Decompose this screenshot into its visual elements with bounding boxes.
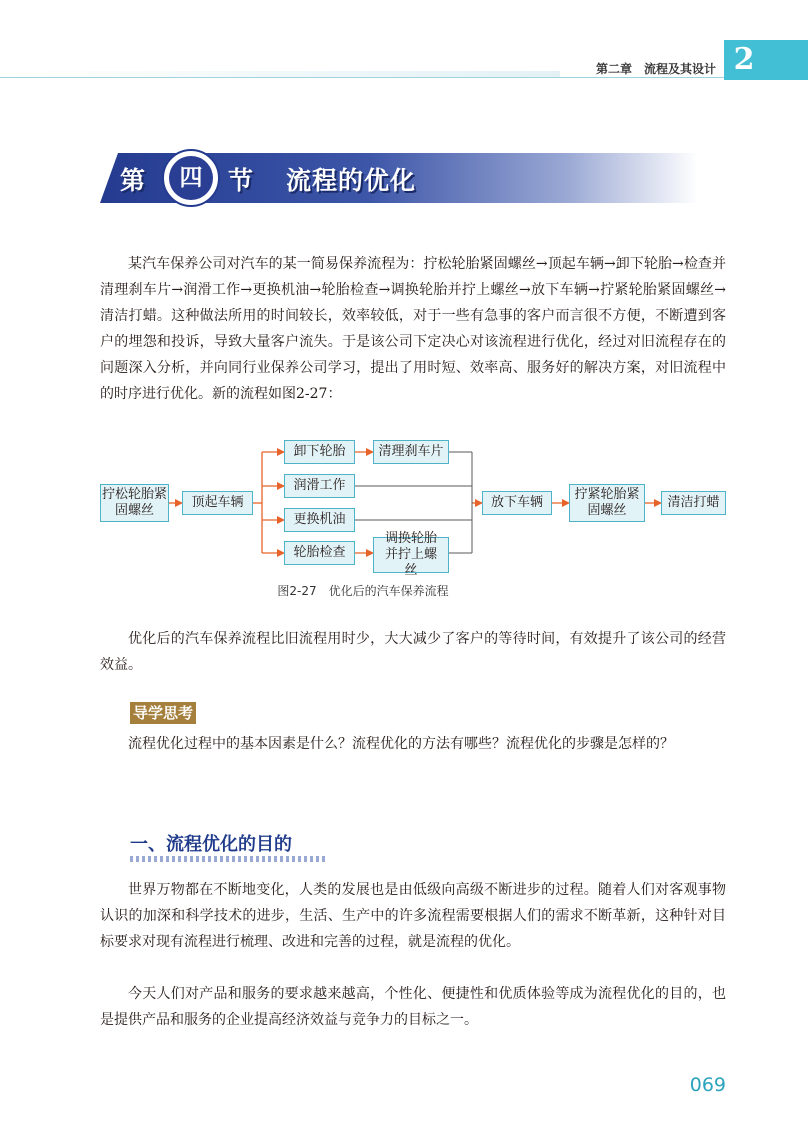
step-clean-brake: 清理刹车片	[373, 440, 449, 464]
intro-paragraph: 某汽车保养公司对汽车的某一简易保养流程为：拧松轮胎紧固螺丝→顶起车辆→卸下轮胎→检查并清理刹车片→润滑工作→更换机油→轮胎检查→调换轮胎并拧上螺丝→放下车辆→拧紧轮胎紧固螺丝→清洁打蜡。这种做法所用的时间较长，效率较低，对于一些有急事的客户而言很不方便，不断遭到客户的埋怨和投诉，导致大量客户流失。于是该公司下定决心对该流程进行优化，经过对旧流程存在的问题深入分析，并向同行业保养公司学习，提出了用时短、效率高、服务好的解决方案，对旧流程中的时序进行优化。新的流程如图2-27：	[100, 256, 726, 402]
step-remove-tire: 卸下轮胎	[284, 440, 355, 464]
guide-text: 流程优化过程中的基本因素是什么？流程优化的方法有哪些？流程优化的步骤是怎样的？	[128, 736, 674, 752]
step-swap-tire: 调换轮胎并拧上螺丝	[373, 537, 449, 573]
body-paragraph: 今天人们对产品和服务的要求越来越高，个性化、便捷性和优质体验等成为流程优化的目的，也是提供产品和服务的企业提高经济效益与竞争力的目标之一。	[100, 986, 726, 1028]
step-jack-up: 顶起车辆	[182, 491, 253, 515]
section-banner	[100, 153, 698, 203]
section-heading: 一、流程优化的目的	[130, 834, 292, 855]
section-suffix: 节	[228, 166, 255, 195]
step-change-oil: 更换机油	[284, 508, 355, 532]
section-number: 四	[169, 156, 213, 200]
step-tire-check: 轮胎检查	[284, 541, 355, 565]
step-loosen-bolts: 拧松轮胎紧固螺丝	[100, 484, 169, 522]
section-number-circle	[162, 149, 220, 207]
figure-caption: 图2-27 优化后的汽车保养流程	[277, 584, 449, 598]
chapter-badge	[724, 40, 808, 80]
after-paragraph: 优化后的汽车保养流程比旧流程用时少，大大减少了客户的等待时间，有效提升了该公司的经营效益。	[100, 631, 726, 673]
chapter-number: 2	[733, 42, 755, 77]
step-tighten-bolts: 拧紧轮胎紧固螺丝	[569, 484, 645, 522]
section-prefix: 第	[120, 166, 147, 195]
guide-label: 导学思考	[130, 702, 196, 724]
step-lower-car: 放下车辆	[482, 491, 552, 515]
section-title: 流程的优化	[286, 166, 417, 195]
header-rule	[0, 77, 724, 78]
chapter-title: 第二章 流程及其设计	[595, 62, 716, 76]
step-clean-wax: 清洁打蜡	[661, 491, 726, 515]
body-paragraph: 世界万物都在不断地变化，人类的发展也是由低级向高级不断进步的过程。随着人们对客观事物认识的加深和科学技术的进步，生活、生产中的许多流程需要根据人们的需求不断革新，这种针对目标要求对现有流程进行梳理、改进和完善的过程，就是流程的优化。	[100, 882, 726, 950]
page-number: 069	[689, 1074, 726, 1096]
step-lubricate: 润滑工作	[284, 474, 355, 498]
heading-dotted-rule	[130, 856, 326, 862]
